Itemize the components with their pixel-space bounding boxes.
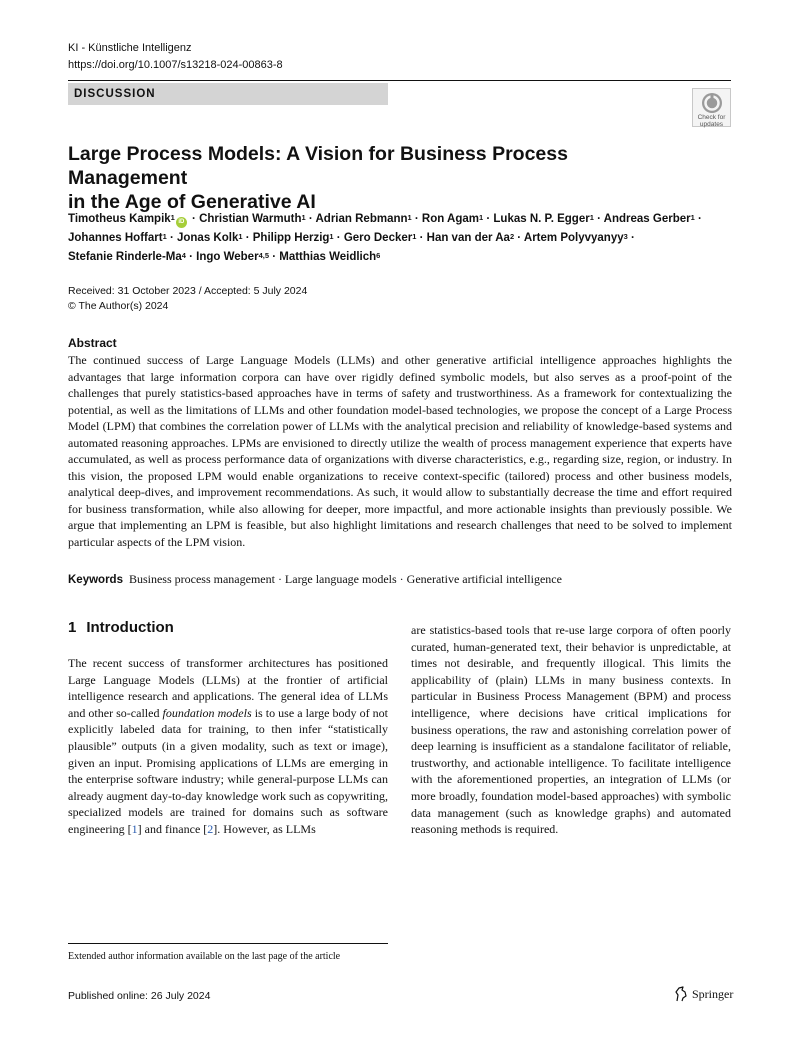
author[interactable]: Christian Warmuth$^1$ — [199, 213, 306, 225]
author[interactable]: Philipp Herzig$^1$ — [252, 232, 334, 244]
author[interactable]: Timotheus Kampik$^1$ — [68, 213, 175, 225]
title-line-2: in the Age of Generative AI — [68, 191, 316, 213]
paper-title — [68, 142, 668, 214]
footnote-rule — [68, 943, 388, 944]
publisher-logo — [674, 986, 733, 1002]
author[interactable]: Ingo Weber$^{4,5}$ — [196, 251, 269, 263]
author[interactable]: Adrian Rebmann$^1$ — [315, 213, 412, 225]
citation-link[interactable]: 1 — [131, 821, 138, 836]
check-for-updates-icon — [701, 92, 723, 114]
keywords-heading: Keywords — [68, 574, 123, 586]
check-for-updates-text-2: updates — [699, 121, 724, 128]
author[interactable]: Ron Agam$^1$ — [421, 213, 484, 225]
intro-left-column: The recent success of transformer architectures has positioned Large Language Models (LLMs) at the frontier of artificial intelligence research and applications. The general idea of LLMs and other so-called foundation models is to use a large body of not explicitly labeled data for training, to then infer “statistically plausible” outputs (in a given modality, such as text or image), given an input. Promising applications of LLMs are emerging in the enterprise software industry; while general-purpose LLMs can already augment day-to-day knowledge work such as copywriting, specialized models are trained for domains such as software engineering [1] and finance [2]. However, as LLMs — [68, 656, 388, 836]
received-accepted: Received: 31 October 2023 / Accepted: 5 July 2024 — [68, 285, 308, 297]
emphasis: foundation models — [162, 705, 252, 720]
author[interactable]: Han van der Aa$^2$ — [426, 232, 515, 244]
dates-block — [68, 284, 307, 314]
keywords-text: Business process management · Large language models · Generative artificial intelligence — [128, 572, 562, 586]
citation-link[interactable]: 2 — [207, 821, 214, 836]
author[interactable]: Gero Decker$^1$ — [343, 232, 417, 244]
section-number: 1 — [68, 619, 77, 636]
footnote: Extended author information available on the last page of the article — [68, 951, 341, 962]
doi-link[interactable]: https://doi.org/10.1007/s13218-024-00863-8 — [68, 59, 283, 71]
author[interactable]: Lukas N. P. Egger$^1$ — [493, 213, 594, 225]
author[interactable]: Andreas Gerber$^1$ — [603, 213, 695, 225]
title-line-1: Large Process Models: A Vision for Business Process Management — [68, 143, 568, 189]
author[interactable]: Johannes Hoffart$^1$ — [68, 232, 167, 244]
abstract-text: The continued success of Large Language Models (LLMs) and other generative artificial intelligence approaches highlights the advantages that large information corpora can have over rigidly defined symbolic models, but also serves as a proof-point of the challenges that purely statistics-based approaches have in terms of safety and trustworthiness. As a framework for contextualizing the potential, as well as the limitations of LLMs and other foundation model-based technologies, we propose the concept of a Large Process Model (LPM) that combines the correlation power of LLMs with the analytical precision and reliability of knowledge-based systems and automated reasoning approaches. LPMs are envisioned to directly utilize the wealth of process management experience that experts have accumulated, as well as process performance data of organizations with diverse characteristics, e.g., regarding size, region, or industry. In this vision, the proposed LPM would enable organizations to receive context-specific (tailored) process and other business models, analytical deep-dives, and improvement recommendations. As such, it would allow to substantially decrease the time and effort required for business transformation, while also allowing for deeper, more impactful, and more actionable insights than previously possible. We argue that implementing an LPM is feasible, but also highlight limitations and research challenges that need to be solved to implement particular aspects of the LPM vision. — [68, 353, 732, 549]
springer-horse-icon — [674, 986, 688, 1002]
check-for-updates-badge[interactable] — [692, 88, 731, 127]
author[interactable]: Stefanie Rinderle-Ma$^4$ — [68, 251, 186, 263]
check-for-updates-text-1: Check for — [697, 114, 726, 121]
published-online: Published online: 26 July 2024 — [68, 990, 211, 1002]
top-rule — [68, 80, 731, 81]
author-list: Timotheus Kampik$^1$ iD · Christian Warmuth$^1$ · Adrian Rebmann$^1$ · Ron Agam$^1$ · Lukas N. P. Egger$^1$ · Andreas Gerber$^1$ · Johannes Hoffart$^1$ · Jonas Kolk$^1$ · Philipp Herzig$^1$ · Gero Decker$^1$ · Han van der $Aa^2$ · Artem Polyvyanyy$^3$ · Stefanie Rinderle-$Ma^4$ · Ingo Weber$^{4,5}$ · Matthias Weidlich$^6$ — [68, 213, 702, 263]
copyright: © The Author(s) 2024 — [68, 300, 169, 312]
section-heading — [68, 619, 174, 636]
orcid-icon[interactable]: iD — [176, 217, 187, 228]
journal-header — [68, 40, 283, 74]
publisher-name: Springer — [692, 986, 734, 1001]
intro-right-column: are statistics-based tools that re-use large corpora of often poorly curated, human-generated text, their behavior is unpredictable, at times not desirable, and frequently illogical. This limits the applicability of (plain) LLMs in many business contexts. In particular in Business Process Management (BPM) and process intelligence, where decisions have critical implications for business operations, the raw and astonishing correlation power of deep learning is insufficient as a standalone facilitator of reliable, trustworthy, and actionable intelligence. To facilitate intelligence with the aforementioned properties, an integration of LLMs (or more broadly, foundation model-based approaches) with symbolic data management (such as knowledge graphs) and automated reasoning methods is required. — [411, 623, 731, 837]
author[interactable]: Jonas Kolk$^1$ — [176, 232, 243, 244]
section-label: DISCUSSION — [68, 83, 388, 105]
keywords — [68, 571, 732, 588]
section-title: Introduction — [86, 619, 174, 636]
journal-name: KI - Künstliche Intelligenz — [68, 42, 192, 54]
author[interactable]: Matthias Weidlich$^6$ — [279, 251, 381, 263]
abstract-heading: Abstract — [68, 336, 117, 350]
author[interactable]: Artem Polyvyanyy$^3$ — [523, 232, 628, 244]
